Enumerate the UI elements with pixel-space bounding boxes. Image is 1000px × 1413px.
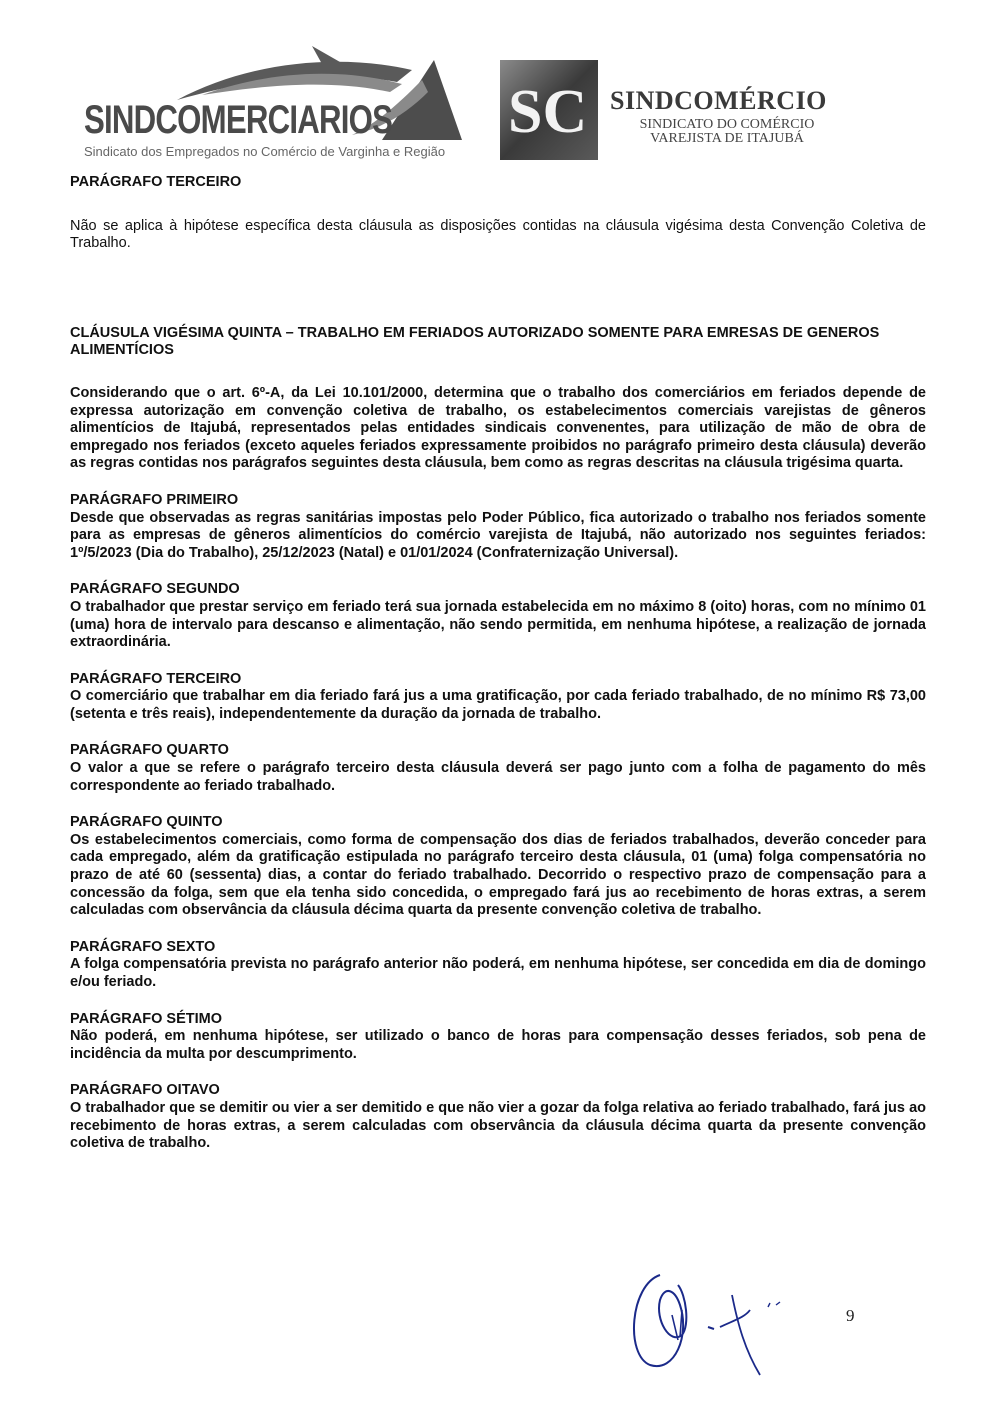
sindcomercio-name: SINDCOMÉRCIO xyxy=(610,86,827,115)
paragraph-heading: PARÁGRAFO TERCEIRO xyxy=(70,670,242,687)
paragraph-text: O valor a que se refere o parágrafo terceiro desta cláusula deverá ser pago junto com a folha de pagamento do mês correspondente ao feriado trabalhado. xyxy=(70,760,926,794)
sindcomercio-subtitle-line1: SINDICATO DO COMÉRCIO xyxy=(639,117,815,132)
brand-name: SINDCOMERCIARIOS xyxy=(84,98,393,142)
brand-subtitle: Sindicato dos Empregados no Comércio de Varginha e Região xyxy=(84,144,446,159)
paragraph-text: Desde que observadas as regras sanitárias impostas pelo Poder Público, fica autorizado o trabalho nos feriados somente para as empresas de gêneros alimentícios do comércio varejista de Itajubá, não autorizado nos seguintes feriados: 1º/5/2023 (Dia do Trabalho), 25/12/2023 (Natal) e 01/01/2024 (Confraternização Universal). xyxy=(70,509,926,561)
paragraph-block xyxy=(70,492,926,562)
paragraph-heading: PARÁGRAFO SEGUNDO xyxy=(70,581,240,598)
clause-title: CLÁUSULA VIGÉSIMA QUINTA – TRABALHO EM FERIADOS AUTORIZADO SOMENTE PARA EMRESAS DE GENEROS ALIMENTÍCIOS xyxy=(70,324,880,359)
paragraph-heading: PARÁGRAFO PRIMEIRO xyxy=(70,491,239,508)
sindcomercio-logo xyxy=(500,60,880,160)
paragraph-heading: PARÁGRAFO SÉTIMO xyxy=(70,1010,222,1027)
page-number: 9 xyxy=(846,1306,855,1325)
paragraph-text: O trabalhador que se demitir ou vier a ser demitido e que não vier a gozar da folga relativa ao feriado trabalhado, fará jus ao recebimento de horas extras, a serem calculadas com observância da cláusula décima quarta da presente convenção coletiva de trabalho. xyxy=(70,1099,926,1152)
paragraph-block xyxy=(70,581,926,651)
handwritten-signature-icon xyxy=(620,1255,820,1385)
paragraph-block xyxy=(70,671,926,724)
sc-initials: SC xyxy=(508,78,588,146)
paragraph-block xyxy=(70,1011,926,1064)
paragraph-block xyxy=(70,814,926,920)
sindcomercio-subtitle xyxy=(612,118,842,146)
paragraph-heading: PARÁGRAFO SEXTO xyxy=(70,938,216,955)
document-body xyxy=(70,174,926,1153)
paragraph-heading: PARÁGRAFO OITAVO xyxy=(70,1082,220,1099)
prev-paragraph-heading: PARÁGRAFO TERCEIRO xyxy=(70,174,242,190)
paragraph-block xyxy=(70,1082,926,1152)
prev-paragraph-text: Não se aplica à hipótese específica desta cláusula as disposições contidas na cláusula vigésima desta Convenção Coletiva de Trabalho. xyxy=(70,217,926,252)
paragraph-block xyxy=(70,742,926,795)
paragraph-text: O comerciário que trabalhar em dia feriado fará jus a uma gratificação, por cada feriado trabalhado, de no mínimo R$ 73,00 (setenta e três reais), independentemente da duração da jornada de trabalho. xyxy=(70,688,926,722)
paragraph-text: A folga compensatória prevista no parágrafo anterior não poderá, em nenhuma hipótese, ser concedida em dia de domingo e/ou feriado. xyxy=(70,956,926,990)
page-header xyxy=(0,0,1000,175)
paragraph-text: O trabalhador que prestar serviço em feriado terá sua jornada estabelecida em no máximo 8 (oito) horas, com no mínimo 01 (uma) hora de intervalo para descanso e alimentação, não sendo permitida, em nenhuma hipótese, a realização de jornada extraordinária. xyxy=(70,598,926,651)
paragraph-text: Os estabelecimentos comerciais, como forma de compensação dos dias de feriados trabalhados, deverão conceder para cada empregado, além da gratificação estipulada no parágrafo terceiro desta cláusula, 01 (uma) folga compensatória no prazo de até 60 (sessenta) dias, a contar do feriado trabalhado. Decorrido o respectivo prazo de compensação para a concessão da folga, sem que ela tenha sido concedida, o empregado fará jus ao recebimento de horas extras, a serem calculadas com observância da cláusula décima quarta da presente convenção coletiva de trabalho. xyxy=(70,831,926,919)
sindcomerciarios-logo xyxy=(82,40,472,170)
clause-intro: Considerando que o art. 6º-A, da Lei 10.101/2000, determina que o trabalho dos comerciários em feriados depende de expressa autorização em convenção coletiva de trabalho, os estabelecimentos comerciais varejistas de gêneros alimentícios de Itajubá, representados pelas entidades sindicais convenentes, para utilização de mão de obra de empregado nos feriados (exceto aqueles feriados expressamente proibidos no parágrafo primeiro desta cláusula) deverão as regras contidas nos parágrafos seguintes desta cláusula, bem como as regras descritas na cláusula trigésima quarta. xyxy=(70,384,926,472)
paragraph-heading: PARÁGRAFO QUINTO xyxy=(70,814,223,831)
sc-monogram-icon xyxy=(500,60,598,160)
paragraph-block xyxy=(70,939,926,992)
paragraph-text: Não poderá, em nenhuma hipótese, ser utilizado o banco de horas para compensação desses feriados, sob pena de incidência da multa por descumprimento. xyxy=(70,1028,926,1062)
paragraph-heading: PARÁGRAFO QUARTO xyxy=(70,742,229,759)
sindcomercio-subtitle-line2: VAREJISTA DE ITAJUBÁ xyxy=(650,131,804,146)
